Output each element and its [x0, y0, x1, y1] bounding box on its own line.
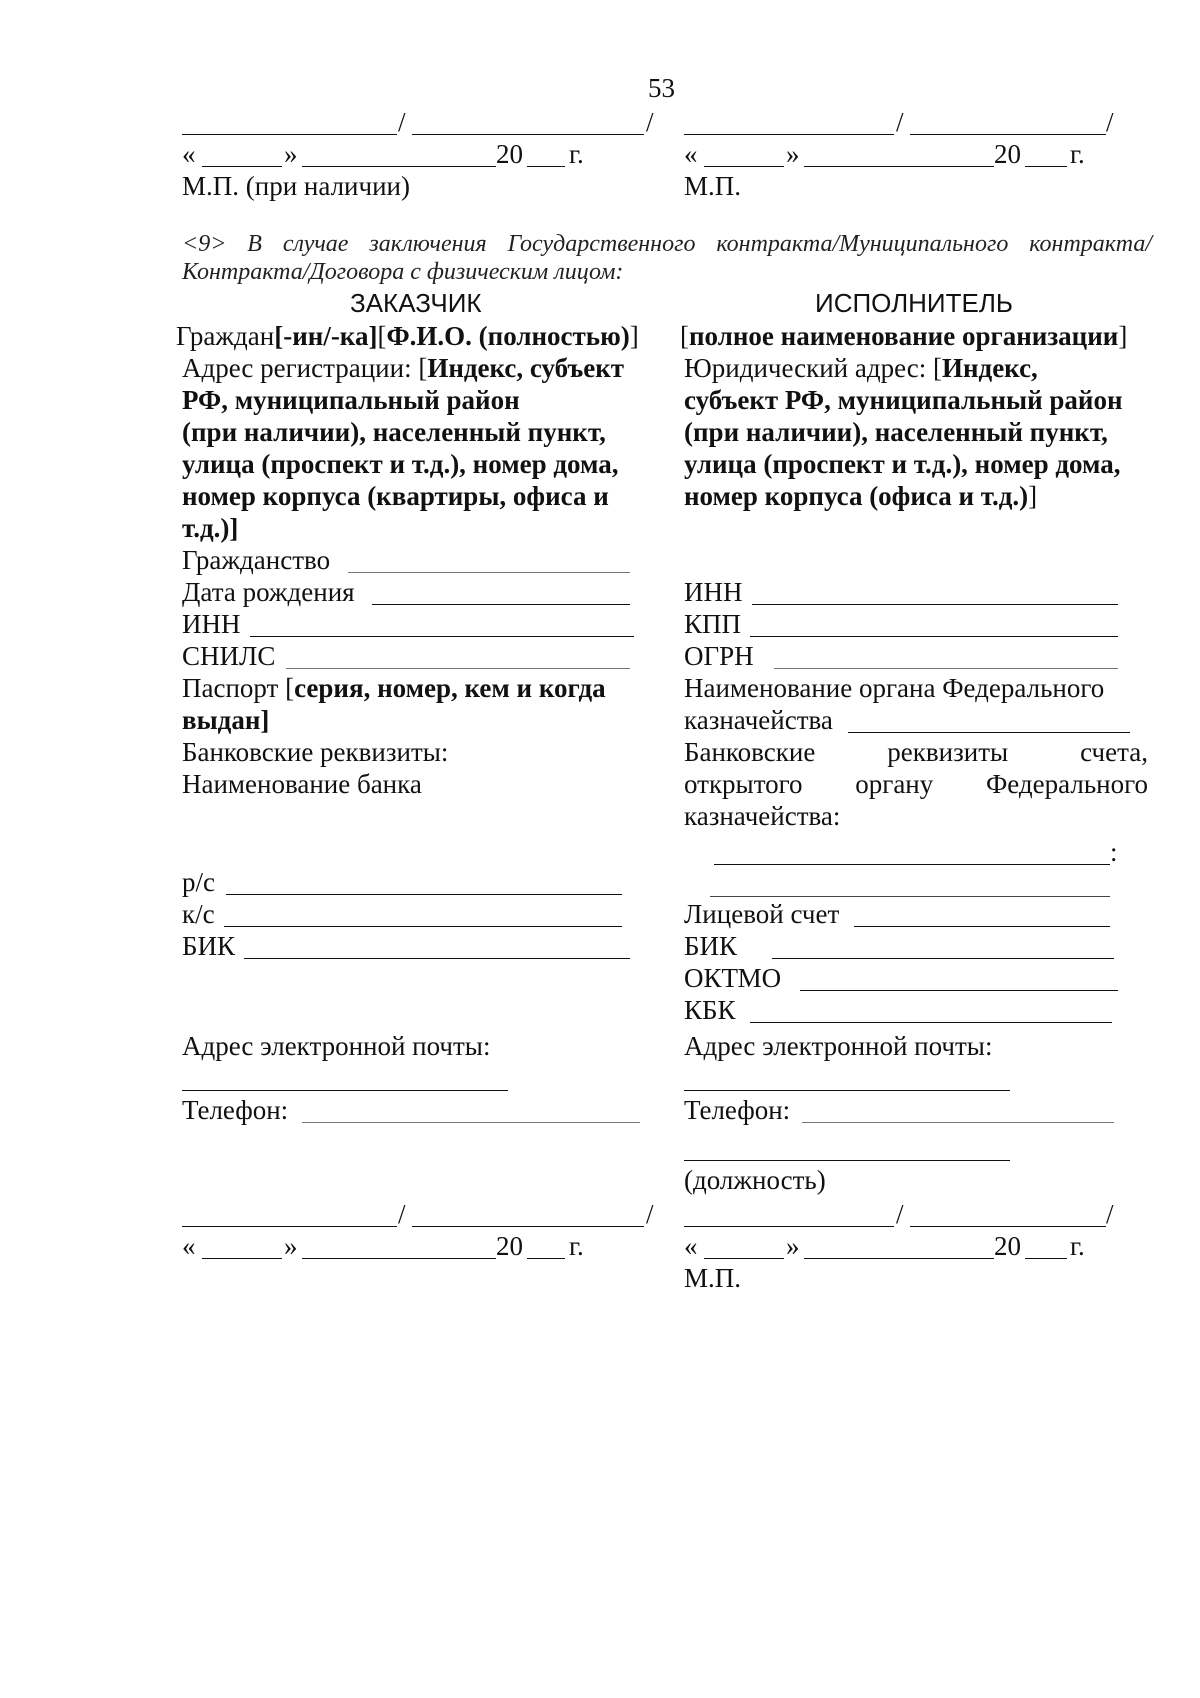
- account-line-2: открытого органу Федерального: [684, 769, 1148, 799]
- kpp-field[interactable]: [750, 636, 1118, 637]
- sig-slash: /: [1106, 1199, 1114, 1229]
- date-year-suffix: г.: [569, 1231, 584, 1261]
- contractor-phone-label: Телефон:: [684, 1095, 791, 1125]
- contractor-bik-field[interactable]: [772, 958, 1114, 959]
- contractor-phone-field[interactable]: [802, 1122, 1114, 1123]
- kbk-label: КБК: [684, 995, 736, 1025]
- contractor-inn-field[interactable]: [752, 604, 1118, 605]
- snils-field[interactable]: [286, 668, 630, 669]
- date-quote-open: «: [182, 139, 196, 169]
- ogrn-field[interactable]: [774, 668, 1118, 669]
- rs-label: р/с: [182, 867, 215, 897]
- date-year: 20: [496, 139, 523, 169]
- customer-phone-field[interactable]: [302, 1122, 640, 1123]
- contractor-email-field[interactable]: [684, 1090, 1010, 1091]
- bank-details-label: Банковские реквизиты:: [182, 737, 449, 767]
- contractor-email-label: Адрес электронной почты:: [684, 1031, 993, 1061]
- date-year: 20: [994, 1231, 1021, 1261]
- date-year-suffix: г.: [1070, 139, 1085, 169]
- citizenship-field[interactable]: [348, 572, 630, 573]
- customer-reg-line-4: улица (проспект и т.д.), номер дома,: [182, 449, 619, 479]
- customer-phone-label: Телефон:: [182, 1095, 289, 1125]
- account-line-3: казначейства:: [684, 801, 841, 831]
- sig-slash: /: [646, 1199, 654, 1229]
- date-year: 20: [496, 1231, 523, 1261]
- position-label: (должность): [684, 1165, 826, 1195]
- kpp-label: КПП: [684, 609, 742, 639]
- snils-label: СНИЛС: [182, 641, 276, 671]
- sig-slash: /: [646, 107, 654, 137]
- ks-label: к/с: [182, 899, 215, 929]
- customer-reg-line-5: номер корпуса (квартиры, офиса и: [182, 481, 609, 511]
- date-year: 20: [994, 139, 1021, 169]
- sig-slash: /: [398, 107, 406, 137]
- customer-bik-label: БИК: [182, 931, 236, 961]
- customer-heading: ЗАКАЗЧИК: [350, 288, 482, 318]
- account-field-1[interactable]: [714, 864, 1110, 865]
- passport-line-2: выдан]: [182, 705, 270, 735]
- treasury-line-1: Наименование органа Федерального: [684, 673, 1105, 703]
- personal-account-field[interactable]: [854, 926, 1110, 927]
- treasury-line-2: казначейства: [684, 705, 833, 735]
- citizenship-label: Гражданство: [182, 545, 331, 575]
- rs-field[interactable]: [226, 894, 622, 895]
- date-year-suffix: г.: [1070, 1231, 1085, 1261]
- date-year-suffix: г.: [569, 139, 584, 169]
- customer-reg-line-2: РФ, муниципальный район: [182, 385, 520, 415]
- birth-date-field[interactable]: [372, 604, 630, 605]
- oktmo-label: ОКТМО: [684, 963, 782, 993]
- bank-name-label: Наименование банка: [182, 769, 422, 799]
- date-quote-open: «: [684, 1231, 698, 1261]
- account-field-2[interactable]: [710, 896, 1110, 897]
- customer-email-label: Адрес электронной почты:: [182, 1031, 491, 1061]
- personal-account-label: Лицевой счет: [684, 899, 840, 929]
- customer-fio-line: Граждан[-ин/-ка][Ф.И.О. (полностью)]: [176, 321, 639, 351]
- ogrn-label: ОГРН: [684, 641, 754, 671]
- account-line-1: Банковские реквизиты счета,: [684, 737, 1148, 767]
- contractor-heading: ИСПОЛНИТЕЛЬ: [815, 288, 1013, 318]
- contractor-inn-label: ИНН: [684, 577, 743, 607]
- stamp-label: М.П. (при наличии): [182, 171, 410, 201]
- contractor-bik-label: БИК: [684, 931, 738, 961]
- contractor-org-line: [полное наименование организации]: [680, 321, 1128, 351]
- legal-address-line-2: субъект РФ, муниципальный район: [684, 385, 1123, 415]
- sig-slash: /: [1106, 107, 1114, 137]
- date-quote-close: »: [786, 1231, 800, 1261]
- customer-reg-line-1: Адрес регистрации: [Индекс, субъект: [182, 353, 625, 383]
- legal-address-line-4: улица (проспект и т.д.), номер дома,: [684, 449, 1121, 479]
- treasury-field[interactable]: [848, 732, 1130, 733]
- passport-line-1: Паспорт [серия, номер, кем и когда: [182, 673, 606, 703]
- sig-slash: /: [896, 107, 904, 137]
- kbk-field[interactable]: [750, 1022, 1112, 1023]
- date-quote-close: »: [284, 1231, 298, 1261]
- sig-slash: /: [398, 1199, 406, 1229]
- customer-email-field[interactable]: [182, 1090, 508, 1091]
- date-quote-close: »: [284, 139, 298, 169]
- date-quote-open: «: [684, 139, 698, 169]
- stamp-label: М.П.: [684, 1263, 742, 1293]
- date-quote-close: »: [786, 139, 800, 169]
- customer-inn-label: ИНН: [182, 609, 241, 639]
- legal-address-line-5: номер корпуса (офиса и т.д.)]: [684, 481, 1038, 511]
- footnote-line-2: Контракта/Договора с физическим лицом:: [182, 259, 624, 285]
- ks-field[interactable]: [224, 926, 622, 927]
- position-field[interactable]: [684, 1160, 1010, 1161]
- customer-reg-line-3: (при наличии), населенный пункт,: [182, 417, 606, 447]
- sig-slash: /: [896, 1199, 904, 1229]
- customer-inn-field[interactable]: [250, 636, 634, 637]
- date-quote-open: «: [182, 1231, 196, 1261]
- footnote-line-1: <9> В случае заключения Государственного контракта/Муниципального контракта/: [182, 231, 1152, 257]
- customer-bik-field[interactable]: [244, 958, 630, 959]
- page-number: 53: [648, 73, 675, 103]
- account-colon: :: [1110, 837, 1118, 867]
- birth-date-label: Дата рождения: [182, 577, 355, 607]
- stamp-label: М.П.: [684, 171, 742, 201]
- legal-address-line-1: Юридический адрес: [Индекс,: [684, 353, 1038, 383]
- legal-address-line-3: (при наличии), населенный пункт,: [684, 417, 1108, 447]
- customer-reg-line-6: т.д.)]: [182, 513, 239, 543]
- oktmo-field[interactable]: [800, 990, 1118, 991]
